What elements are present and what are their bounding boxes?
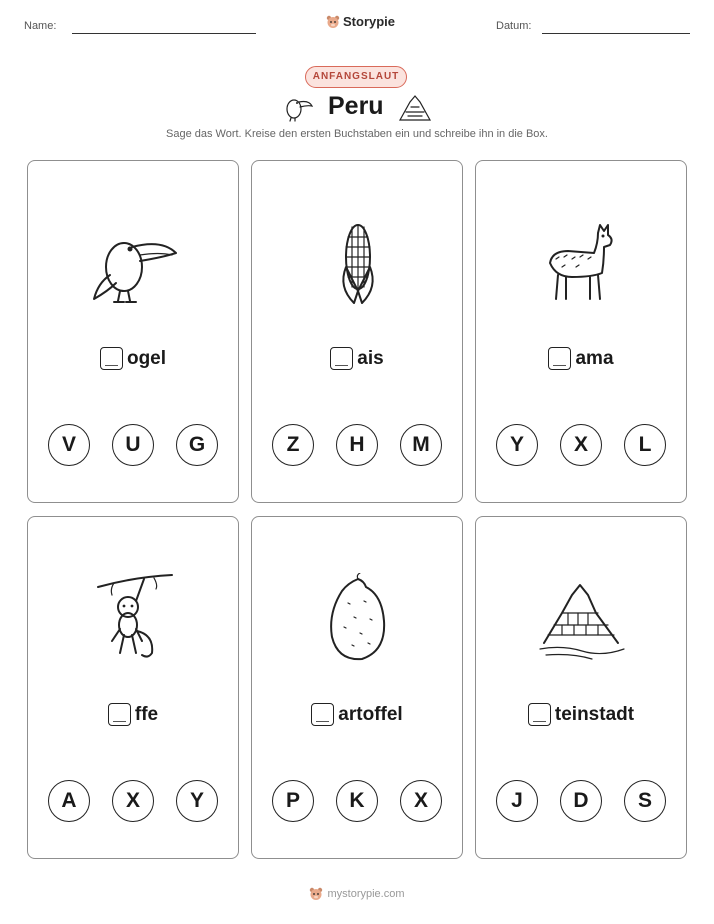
word-rest: ogel — [126, 347, 167, 369]
letter-choices — [28, 780, 238, 822]
word-with-blank — [28, 703, 238, 726]
stone-city-icon — [532, 573, 632, 663]
word-with-blank — [476, 703, 686, 726]
letter-choice[interactable]: P — [272, 780, 314, 822]
word-rest: ais — [357, 347, 384, 369]
answer-box[interactable] — [528, 703, 551, 726]
page-title: Peru — [328, 92, 384, 120]
letter-choice[interactable]: Y — [496, 424, 538, 466]
answer-box[interactable] — [100, 347, 123, 370]
word-card-5 — [251, 516, 463, 859]
answer-box[interactable] — [108, 703, 131, 726]
date-line — [542, 33, 690, 34]
letter-choice[interactable]: H — [336, 424, 378, 466]
letter-choice[interactable]: V — [48, 424, 90, 466]
footer — [0, 887, 714, 901]
letter-choice[interactable]: X — [112, 780, 154, 822]
name-line — [72, 33, 256, 34]
instruction-text: Sage das Wort. Kreise den ersten Buchstaben ein und schreibe ihn in die Box. — [166, 128, 548, 140]
word-rest: artoffel — [338, 703, 403, 725]
monkey-icon — [84, 573, 184, 663]
letter-choices — [476, 424, 686, 466]
letter-choice[interactable]: S — [624, 780, 666, 822]
word-with-blank — [476, 347, 686, 370]
letter-choice[interactable]: D — [560, 780, 602, 822]
letter-choices — [252, 780, 462, 822]
letter-choice[interactable]: K — [336, 780, 378, 822]
letter-choice[interactable]: X — [400, 780, 442, 822]
answer-box[interactable] — [311, 703, 334, 726]
bear-logo-icon — [326, 15, 340, 29]
word-card-4 — [27, 516, 239, 859]
toucan-small-icon — [281, 92, 315, 122]
letter-choice[interactable]: X — [560, 424, 602, 466]
word-card-1 — [27, 160, 239, 503]
letter-choice[interactable]: L — [624, 424, 666, 466]
word-card-6 — [475, 516, 687, 859]
letter-choices — [252, 424, 462, 466]
title-row — [0, 90, 714, 124]
corn-icon — [308, 217, 408, 307]
word-card-2 — [251, 160, 463, 503]
letter-choices — [28, 424, 238, 466]
brand-name: Storypie — [343, 14, 396, 29]
bear-logo-icon — [309, 887, 323, 901]
word-with-blank — [252, 347, 462, 370]
answer-box[interactable] — [548, 347, 571, 370]
letter-choices — [476, 780, 686, 822]
llama-icon — [532, 217, 632, 307]
topic-badge: ANFANGSLAUT — [305, 66, 407, 88]
date-label: Datum: — [496, 20, 532, 32]
letter-choice[interactable]: A — [48, 780, 90, 822]
brand-logo — [326, 14, 395, 29]
name-label: Name: — [24, 20, 57, 32]
word-with-blank — [28, 347, 238, 370]
ruins-small-icon — [398, 92, 432, 122]
letter-choice[interactable]: U — [112, 424, 154, 466]
toucan-icon — [84, 217, 184, 307]
letter-choice[interactable]: Y — [176, 780, 218, 822]
word-card-3 — [475, 160, 687, 503]
letter-choice[interactable]: J — [496, 780, 538, 822]
worksheet-header — [0, 0, 714, 50]
potato-icon — [308, 573, 408, 663]
word-with-blank — [252, 703, 462, 726]
letter-choice[interactable]: Z — [272, 424, 314, 466]
word-rest: ama — [575, 347, 614, 369]
answer-box[interactable] — [330, 347, 353, 370]
letter-choice[interactable]: G — [176, 424, 218, 466]
word-rest: teinstadt — [554, 703, 635, 725]
letter-choice[interactable]: M — [400, 424, 442, 466]
word-rest: ffe — [134, 703, 159, 725]
footer-url[interactable]: mystorypie.com — [327, 888, 405, 900]
